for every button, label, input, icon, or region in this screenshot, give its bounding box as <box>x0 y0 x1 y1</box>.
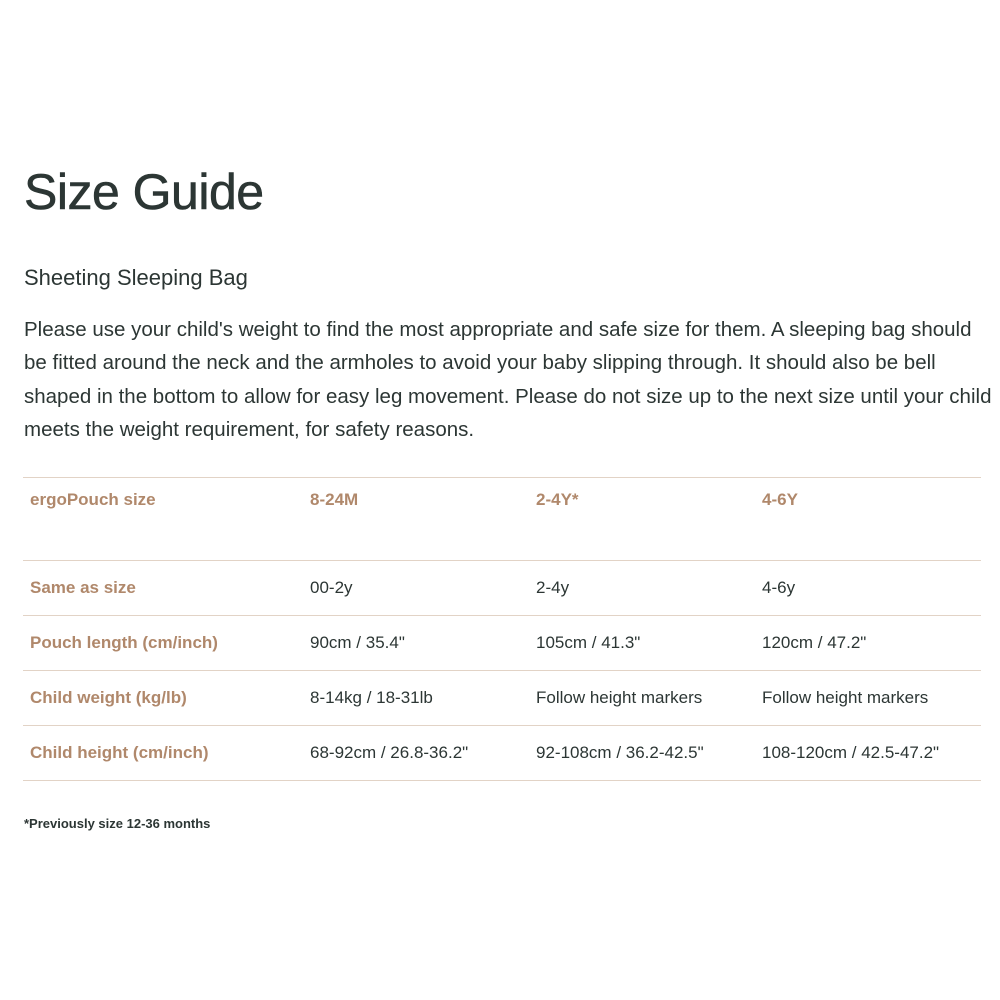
table-cell: 68-92cm / 26.8-36.2" <box>310 726 536 781</box>
table-cell: 2-4y <box>536 561 762 616</box>
table-cell: 4-6y <box>762 561 981 616</box>
table-cell: 00-2y <box>310 561 536 616</box>
footnote: *Previously size 12-36 months <box>24 816 211 831</box>
row-label-child-weight: Child weight (kg/lb) <box>23 671 310 726</box>
product-subtitle: Sheeting Sleeping Bag <box>24 265 248 290</box>
table-cell: Follow height markers <box>536 671 762 726</box>
page-title: Size Guide <box>24 164 264 220</box>
table-cell: 8-14kg / 18-31lb <box>310 671 536 726</box>
table-cell: 105cm / 41.3" <box>536 616 762 671</box>
row-label-same-as-size: Same as size <box>23 561 310 616</box>
table-cell: 120cm / 47.2" <box>762 616 981 671</box>
row-label-pouch-length: Pouch length (cm/inch) <box>23 616 310 671</box>
header-size-2-4y: 2-4Y* <box>536 478 762 561</box>
row-label-child-height: Child height (cm/inch) <box>23 726 310 781</box>
table-header-row <box>23 478 981 561</box>
table-row <box>23 616 981 671</box>
table-cell: 90cm / 35.4" <box>310 616 536 671</box>
header-size-8-24m: 8-24M <box>310 478 536 561</box>
header-ergopouch-size: ergoPouch size <box>23 478 310 561</box>
intro-paragraph: Please use your child's weight to find the most appropriate and safe size for them. A sleeping bag should be fitted around the neck and the armholes to avoid your baby slipping through. It should also be bell shaped in the bottom to allow for easy leg movement. Please do not size up to the next size until your child meets the weight requirement, for safety reasons. <box>24 318 992 441</box>
table-cell: Follow height markers <box>762 671 981 726</box>
table-row <box>23 671 981 726</box>
table-row <box>23 561 981 616</box>
header-size-4-6y: 4-6Y <box>762 478 981 561</box>
table-cell: 108-120cm / 42.5-47.2" <box>762 726 981 781</box>
table-row <box>23 726 981 781</box>
size-guide-table <box>23 477 981 781</box>
table-cell: 92-108cm / 36.2-42.5" <box>536 726 762 781</box>
